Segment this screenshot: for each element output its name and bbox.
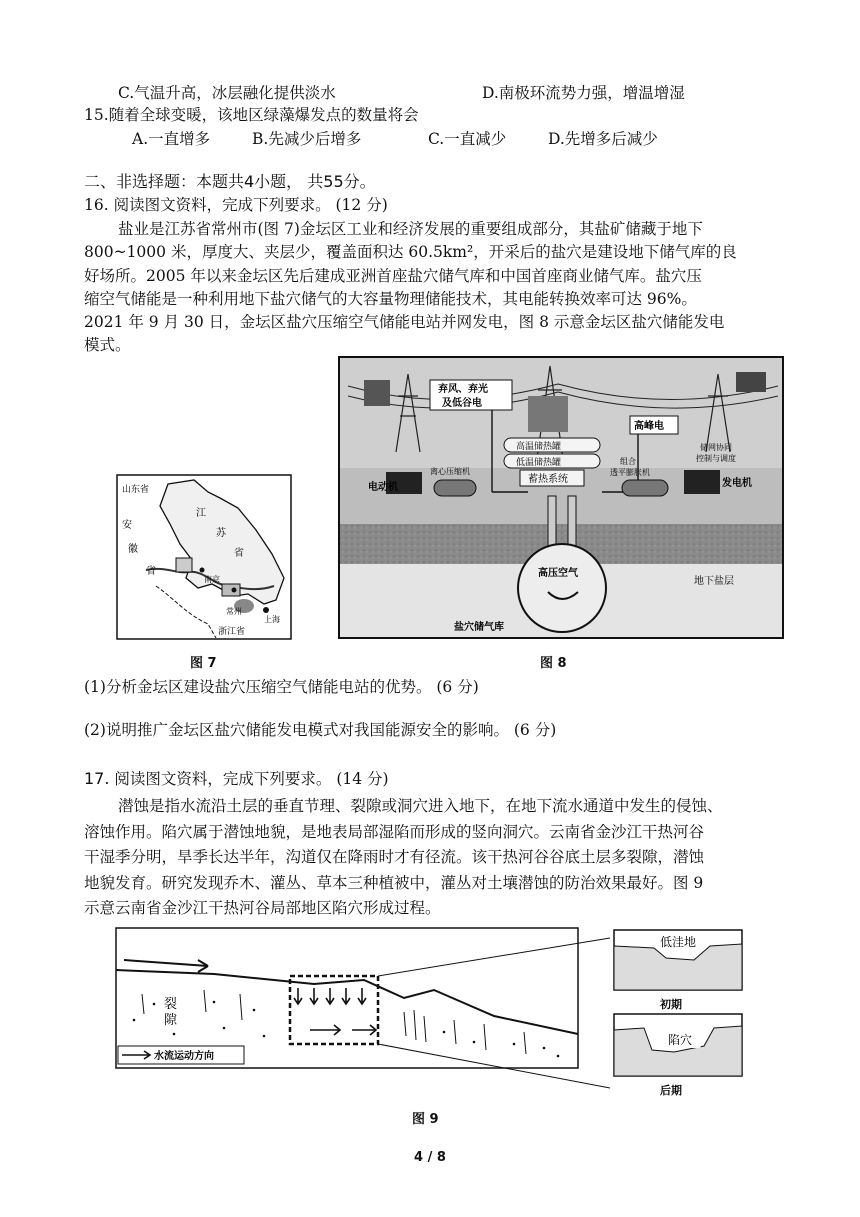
- label-peak: 高峰电: [634, 421, 664, 432]
- label-crack-2: 隙: [164, 1013, 178, 1028]
- q16-sub-2: (2)说明推广金坛区盐穴储能发电模式对我国能源安全的影响。 (6 分): [84, 721, 557, 739]
- label-compressor: 离心压缩机: [430, 467, 470, 476]
- q16-para-line-5: 2021 年 9 月 30 日，金坛区盐穴压缩空气储能电站并网发电，图 8 示意金坛区盐穴储能发电: [84, 313, 725, 331]
- q17-stem: 阅读图文资料，完成下列要求。 (14 分): [114, 770, 389, 788]
- page-number: 4 / 8: [414, 1150, 446, 1165]
- label-shandong: 山东省: [122, 485, 150, 495]
- q17-para-line-5: 示意云南省金沙江干热河谷局部地区陷穴形成过程。: [84, 899, 441, 917]
- label-cavern: 盐穴储气库: [454, 622, 504, 633]
- label-nanjing: 南京: [204, 575, 220, 584]
- label-hot-tank: 高温储热罐: [516, 442, 562, 452]
- figure-7-caption: 图 7: [190, 656, 217, 671]
- label-su: 苏: [216, 528, 226, 539]
- figure-8-caption: 图 8: [540, 656, 567, 671]
- label-heat-sys: 蓄热系统: [528, 474, 568, 485]
- q16-sub-1: (1)分析金坛区建设盐穴压缩空气储能电站的优势。 (6 分): [84, 678, 479, 696]
- q17-number: 17.: [84, 769, 110, 788]
- label-generator: 发电机: [722, 478, 752, 489]
- q17-para-line-1: 潜蚀是指水流沿土层的垂直节理、裂隙或洞穴进入地下，在地下流水通道中发生的侵蚀、: [118, 797, 723, 815]
- label-sheng-2: 省: [146, 566, 156, 577]
- figure-7-map: [116, 474, 292, 640]
- label-motor: 电动机: [368, 482, 398, 493]
- q15-option-c: C.一直减少: [428, 130, 507, 148]
- section-title: 二、非选择题：本题共4小题， 共55分。: [84, 172, 376, 191]
- q17-para-line-4: 地貌发育。研究发现乔木、灌丛、草本三种植被中，灌丛对土壤潜蚀的防治效果最好。图 9: [84, 874, 704, 892]
- label-salt: 地下盐层: [694, 576, 734, 587]
- label-valley: 及低谷电: [442, 398, 482, 409]
- label-abandoned: 弃风、弃光: [438, 384, 488, 395]
- label-shanghai: 上海: [264, 615, 280, 624]
- label-cold-tank: 低温储热罐: [516, 458, 562, 468]
- q15-option-d: D.先增多后减少: [548, 130, 658, 148]
- q16-para-line-1: 盐业是江苏省常州市(图 7)金坛区工业和经济发展的重要组成部分，其盐矿储藏于地下: [118, 220, 703, 238]
- q16-stem: 16. 阅读图文资料，完成下列要求。 (12 分): [84, 196, 388, 214]
- q16-para-line-2: 800~1000 米，厚度大、夹层少，覆盖面积达 60.5km²，开采后的盐穴是建设地下储气库的良: [84, 243, 737, 261]
- label-air: 高压空气: [538, 568, 578, 579]
- label-sheng-1: 省: [234, 548, 244, 559]
- label-expander-2: 透平膨胀机: [610, 468, 650, 477]
- label-hui: 徽: [128, 544, 138, 555]
- q17-para-line-3: 干湿季分明，旱季长达半年，沟道仅在降雨时才有径流。该干热河谷谷底土层多裂隙，潜蚀: [84, 848, 705, 866]
- label-zhejiang: 浙江省: [218, 627, 246, 637]
- label-jiang: 江: [196, 508, 206, 519]
- label-crack-1: 裂: [164, 997, 178, 1012]
- figure-9-caption: 图 9: [412, 1112, 439, 1127]
- q15-option-a: A.一直增多: [132, 130, 211, 148]
- label-early: 初期: [660, 998, 682, 1011]
- label-legend: 水流运动方向: [154, 1051, 214, 1062]
- figure-9-diagram: [114, 924, 744, 1098]
- q14-option-c: C.气温升高，冰层融化提供淡水: [118, 84, 336, 102]
- label-control-2: 控制与调度: [696, 454, 736, 463]
- q15-stem: 15.随着全球变暖，该地区绿藻爆发点的数量将会: [84, 106, 419, 124]
- label-expander-1: 组合: [620, 457, 636, 466]
- q16-para-line-6: 模式。: [84, 336, 131, 354]
- q16-para-line-4: 缩空气储能是一种利用地下盐穴储气的大容量物理储能技术，其电能转换效率可达 96%。: [84, 290, 697, 308]
- q16-para-line-3: 好场所。2005 年以来金坛区先后建成亚洲首座盐穴储气库和中国首座商业储气库。盐穴压: [84, 267, 702, 285]
- label-changzhou: 常州: [226, 607, 242, 616]
- label-an: 安: [122, 520, 132, 531]
- q17-para-line-2: 溶蚀作用。陷穴属于潜蚀地貌，是地表局部湿陷而形成的竖向洞穴。云南省金沙江干热河谷: [84, 823, 705, 841]
- label-lowland: 低洼地: [660, 935, 697, 949]
- label-control-1: 储网协同: [700, 443, 732, 452]
- label-late: 后期: [660, 1084, 682, 1097]
- label-sinkhole: 陷穴: [668, 1033, 693, 1047]
- q14-option-d: D.南极环流势力强，增温增湿: [482, 84, 685, 102]
- q15-option-b: B.先减少后增多: [252, 130, 362, 148]
- figure-8-diagram: [338, 356, 784, 639]
